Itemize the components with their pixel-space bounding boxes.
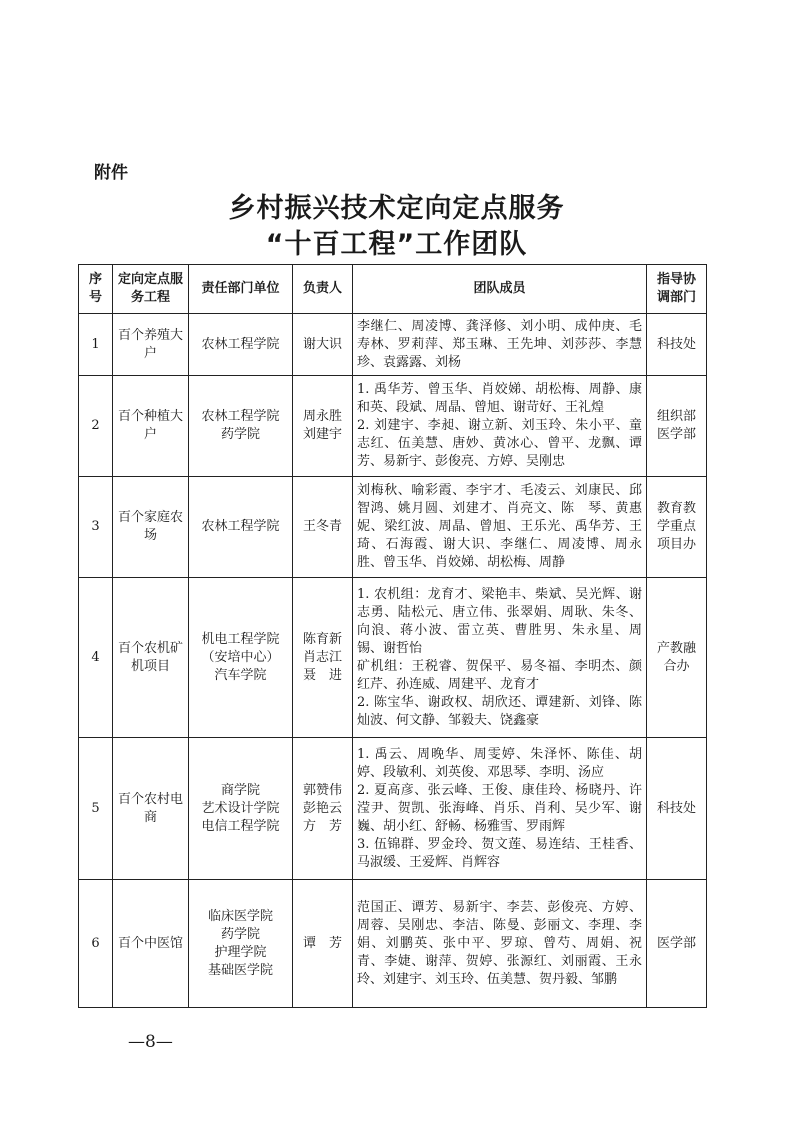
cell-unit [189,578,293,738]
cell-guide: 组织部医学部 [647,376,707,477]
cell-leader [293,738,353,880]
header-seq: 序号 [79,265,113,314]
cell-project: 百个种植大户 [113,376,189,477]
cell-unit [189,314,293,376]
leader-line: 彭艳云 [302,800,342,816]
cell-members [353,880,647,1008]
unit-line: 药学院 [220,427,260,442]
cell-members [353,578,647,738]
cell-unit [189,880,293,1008]
unit-line: 电信工程学院 [201,818,280,834]
unit-line: 汽车学院 [214,667,267,683]
table-row [79,880,707,1008]
cell-project: 百个家庭农场 [113,477,189,578]
cell-members [353,738,647,880]
table-row [79,477,707,578]
cell-leader [293,880,353,1008]
table-row [79,738,707,880]
cell-guide: 产教融合办 [647,578,707,738]
header-leader: 负责人 [293,265,353,314]
cell-leader [293,578,353,738]
unit-line: 护理学院 [214,944,267,960]
cell-project: 百个中医馆 [113,880,189,1008]
header-unit: 责任部门单位 [189,265,293,314]
unit-line: 农林工程学院 [201,336,280,352]
unit-line: （安培中心） [201,649,280,665]
team-table [78,264,707,1008]
unit-line: 临床医学院 [207,908,273,924]
leader-line: 方 芳 [302,818,342,834]
leader-line: 肖志江 [302,649,342,665]
cell-seq: 4 [79,578,113,738]
members-paragraph: 李继仁、周凌博、龚泽修、刘小明、成仲庚、毛寿林、罗莉萍、郑玉琳、王先坤、刘莎莎、李慧珍、袁露露、刘杨 [357,318,642,370]
leader-line: 陈育新 [302,631,342,647]
unit-line: 艺术设计学院 [201,800,280,816]
unit-line: 农林工程学院 [201,519,280,534]
members-paragraph: 1. 禹云、周晚华、周雯婷、朱泽怀、陈佳、胡婷、段敏利、刘英俊、邓思琴、李明、汤应 [357,746,642,780]
page-title-line-2: “十百工程”工作团队 [265,229,528,260]
leader-line: 谢大识 [302,336,342,352]
leader-line: 郭赞伟 [302,782,342,798]
header-project: 定向定点服务工程 [113,265,189,314]
cell-guide: 医学部 [647,880,707,1008]
cell-guide: 教育教学重点项目办 [647,477,707,578]
cell-seq: 6 [79,880,113,1008]
cell-leader [293,477,353,578]
cell-unit [189,477,293,578]
cell-leader [293,376,353,477]
cell-members [353,314,647,376]
cell-project: 百个农机矿机项目 [113,578,189,738]
attachment-label: 附件 [94,163,128,183]
page-number: —8— [128,1032,173,1052]
unit-line: 商学院 [220,782,260,798]
leader-line: 刘建宇 [302,427,342,442]
cell-project: 百个养殖大户 [113,314,189,376]
cell-seq: 2 [79,376,113,477]
leader-line: 王冬青 [302,519,342,534]
unit-line: 机电工程学院 [201,631,280,647]
members-paragraph: 2. 陈宝华、谢政权、胡欣还、谭建新、刘锋、陈灿波、何文静、邹毅夫、饶鑫豪 [357,694,642,728]
table-row [79,314,707,376]
cell-guide: 科技处 [647,314,707,376]
header-guide: 指导协调部门 [647,265,707,314]
members-paragraph: 2. 夏高彦、张云峰、王俊、康佳玲、杨晓丹、许滢尹、贺凯、张海峰、肖乐、肖利、吴少军、谢巍、胡小红、舒畅、杨雅雪、罗雨辉 [357,782,642,834]
cell-seq: 3 [79,477,113,578]
cell-leader [293,314,353,376]
leader-line: 周永胜 [302,409,342,424]
members-paragraph: 刘梅秋、喻彩霞、李宇才、毛凌云、刘康民、邱智鸿、姚月圆、刘建才、肖亮文、陈 琴、黄惠妮、梁红波、周晶、曾旭、王乐光、禹华芳、王 琦、石海霞、谢大识、李继仁、周凌博、周永胜、曾玉华、肖姣娣、胡松梅、周静 [357,483,656,570]
cell-guide: 科技处 [647,738,707,880]
cell-members [353,477,656,578]
table-header-row [79,265,707,314]
leader-line: 聂 进 [302,667,342,683]
unit-line: 药学院 [220,926,260,942]
members-paragraph: 1. 禹华芳、曾玉华、肖姣娣、胡松梅、周静、康和英、段斌、周晶、曾旭、谢苛好、王礼煌 [357,382,642,415]
cell-unit [189,738,293,880]
members-paragraph: 范国正、谭芳、易新宇、李芸、彭俊亮、方婷、周蓉、吴刚忠、李洁、陈曼、彭丽文、李理、李娟、刘鹏英、张中平、罗琼、曾芍、周娟、祝青、李婕、谢萍、贺婷、张源红、刘丽霞、王永玲、刘建宇、刘玉玲、伍美慧、贺丹毅、邹鹏 [357,899,642,987]
cell-unit [189,376,293,477]
members-paragraph: 1. 农机组：龙育才、梁艳丰、柴斌、吴光辉、谢志勇、陆松元、唐立伟、张翠娟、周耿、朱冬、向浪、蒋小波、雷立英、曹胜男、朱永星、周锡、谢哲怡 [357,586,642,656]
cell-project: 百个农村电商 [113,738,189,880]
table-row [79,376,707,477]
members-paragraph: 3. 伍锦群、罗金玲、贺文莲、易连结、王桂香、马淑缓、王爱辉、肖辉容 [357,836,642,870]
header-members: 团队成员 [353,265,647,314]
leader-line: 谭 芳 [302,935,342,951]
table-row [79,578,707,738]
unit-line: 农林工程学院 [201,409,280,424]
cell-seq: 5 [79,738,113,880]
page-title-line-1: 乡村振兴技术定向定点服务 [228,193,565,224]
cell-members [353,376,647,477]
members-paragraph: 2. 刘建宇、李昶、谢立新、刘玉玲、朱小平、童志红、伍美慧、唐妙、黄冰心、曾平、龙飘、谭芳、易新宇、彭俊亮、方婷、吴刚忠 [357,418,642,469]
cell-seq: 1 [79,314,113,376]
unit-line: 基础医学院 [207,962,273,978]
members-paragraph: 矿机组：王税睿、贺保平、易冬福、李明杰、颜红芹、孙连威、周建平、龙育才 [357,658,642,692]
